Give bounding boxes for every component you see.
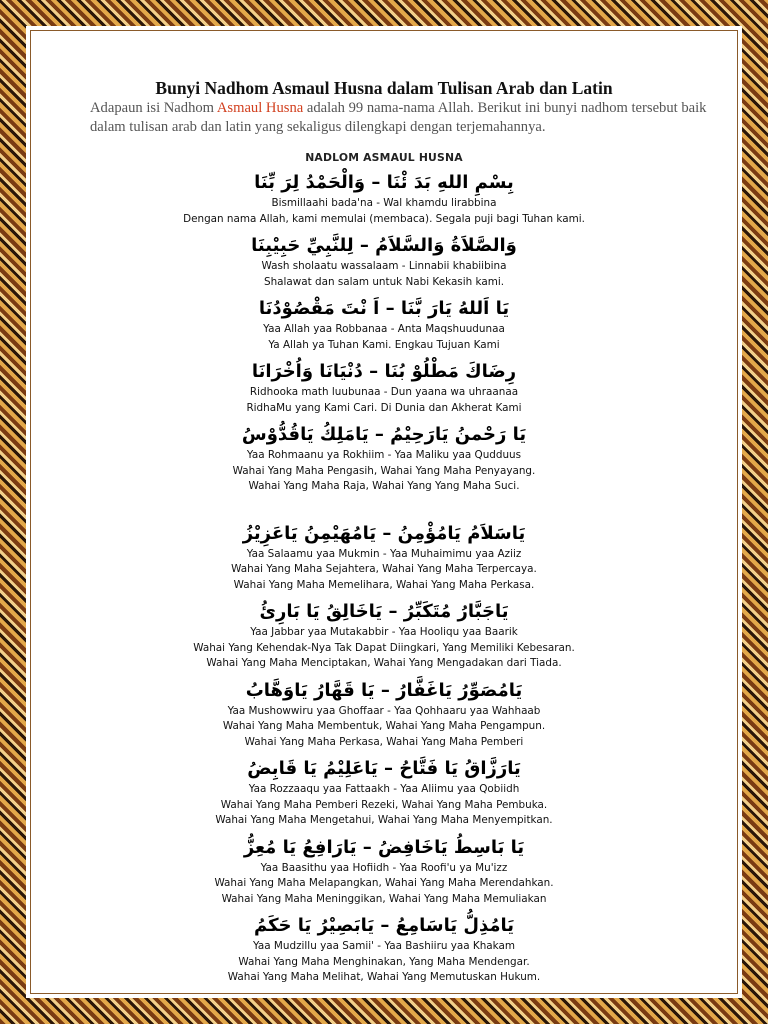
verse-10 — [40, 835, 728, 908]
verse-translation-2: Wahai Yang Maha Melihat, Wahai Yang Memutuskan Hukum. — [227, 971, 541, 983]
verse-translation-2: Wahai Yang Maha Raja, Wahai Yang Yang Maha Suci. — [248, 480, 520, 492]
verse-arabic: يَامُذِلُّ يَاسَامِعُ – يَابَصِيْرُ يَا حَكَمُ — [253, 915, 515, 936]
verse-translation-2: Wahai Yang Maha Menciptakan, Wahai Yang Mengadakan dari Tiada. — [206, 657, 562, 669]
verse-translation-2: Wahai Yang Maha Mengetahui, Wahai Yang Maha Menyempitkan. — [215, 814, 553, 826]
verse-arabic: يَا رَحْمنُ يَارَحِيْمُ – يَامَلِكُ يَاقُدُّوْسُ — [241, 424, 527, 445]
verse-translation: Dengan nama Allah, kami memulai (membaca). Segala puji bagi Tuhan kami. — [183, 212, 585, 225]
verse-translation: Wahai Yang Maha Pemberi Rezeki, Wahai Yang Maha Pembuka. — [220, 798, 548, 811]
asmaul-husna-link[interactable]: Asmaul Husna — [216, 100, 304, 116]
verse-4 — [40, 359, 728, 416]
verse-translation-2: Wahai Yang Maha Perkasa, Wahai Yang Maha Pemberi — [244, 735, 524, 748]
verse-translation: Wahai Yang Maha Membentuk, Wahai Yang Maha Pengampun. — [222, 720, 546, 732]
verse-6 — [40, 521, 728, 594]
verse-latin: Yaa Baasithu yaa Hofiidh - Yaa Roofi'u ya Mu'izz — [260, 861, 508, 874]
verse-translation: Wahai Yang Maha Sejahtera, Wahai Yang Maha Terpercaya. — [231, 563, 537, 575]
verse-latin: Yaa Allah yaa Robbanaa - Anta Maqshuudunaa — [263, 323, 505, 335]
verse-arabic: يَاسَلاَمُ يَامُؤْمِنُ – يَامُهَيْمِنُ يَاعَزِيْزُ — [242, 522, 526, 544]
verse-arabic: يَارَزَّاقُ يَا فَتَّاحُ – يَاعَلِيْمُ يَا قَابِضُ — [247, 758, 521, 779]
verse-arabic: يَا اَللهُ يَارَ بَّنَا – اَ نْتَ مَقْصُوْدُنَا — [258, 298, 510, 319]
verse-translation-2: Wahai Yang Maha Memelihara, Wahai Yang Maha Perkasa. — [233, 578, 535, 591]
intro-paragraph — [40, 99, 728, 137]
verse-translation: Shalawat dan salam untuk Nabi Kekasih kami. — [263, 275, 505, 288]
verse-2 — [40, 233, 728, 290]
page-title: Bunyi Nadhom Asmaul Husna dalam Tulisan Arab dan Latin — [155, 78, 613, 98]
verse-arabic: يَا بَاسِطُ يَاخَافِضُ – يَارَافِعُ يَا مُعِزُّ — [243, 836, 525, 858]
intro-text-end: adalah 99 nama-nama Allah. Berikut ini bunyi nadhom tersebut baik dalam tulisan arab dan latin yang sekaligus dilengkapi dengan terjemahannya. — [90, 100, 707, 135]
verse-translation: Ya Allah ya Tuhan Kami. Engkau Tujuan Kami — [268, 338, 500, 351]
verse-translation: Wahai Yang Maha Melapangkan, Wahai Yang Maha Merendahkan. — [214, 877, 554, 889]
verse-arabic: بِسْمِ اللهِ بَدَ ئْنَا – وَالْحَمْدُ لِرَ بِّنَا — [254, 172, 514, 193]
document-body — [40, 76, 728, 983]
verse-5 — [40, 422, 728, 495]
verse-latin: Yaa Mudzillu yaa Samii' - Yaa Bashiiru yaa Khakam — [252, 940, 516, 952]
verse-translation: Wahai Yang Maha Pengasih, Wahai Yang Maha Penyayang. — [232, 464, 536, 477]
verse-7 — [40, 599, 728, 672]
verse-latin: Yaa Rozzaaqu yaa Fattaakh - Yaa Aliimu yaa Qobiidh — [248, 783, 520, 795]
verse-latin: Yaa Mushowwiru yaa Ghoffaar - Yaa Qohhaaru yaa Wahhaab — [227, 704, 541, 717]
verse-3 — [40, 296, 728, 353]
nadhom-subheading: NADLOM ASMAUL HUSNA — [305, 151, 463, 164]
verse-translation: Wahai Yang Kehendak-Nya Tak Dapat Diingkari, Yang Memiliki Kebesaran. — [193, 641, 575, 654]
verse-latin: Yaa Rohmaanu ya Rokhiim - Yaa Maliku yaa Qudduus — [246, 449, 522, 461]
verse-1 — [40, 170, 728, 227]
verse-translation: Wahai Yang Maha Menghinakan, Yang Maha Mendengar. — [238, 955, 530, 968]
verse-translation: RidhaMu yang Kami Cari. Di Dunia dan Akherat Kami — [246, 401, 522, 414]
verse-latin: Yaa Salaamu yaa Mukmin - Yaa Muhaimimu yaa Aziiz — [246, 547, 522, 560]
verse-arabic: يَاجَبَّارُ مُتَكَبِّرُ – يَاخَالِقُ يَا بَارِئُ — [259, 601, 509, 622]
verse-latin: Bismillaahi bada'na - Wal khamdu lirabbina — [271, 197, 497, 209]
verse-arabic: وَالصَّلاَةُ وَالسَّلاَمُ – لِلنَّبِيِّ حَبِيْبِنَا — [251, 235, 517, 256]
verse-9 — [40, 756, 728, 829]
verse-latin: Ridhooka math luubunaa - Dun yaana wa uhraanaa — [249, 386, 519, 398]
verse-arabic: يَامُصَوِّرُ يَاغَفَّارُ – يَا قَهَّارُ يَاوَهَّابُ — [245, 679, 523, 701]
intro-text-start: Adapaun isi Nadhom — [90, 100, 217, 116]
verse-latin: Yaa Jabbar yaa Mutakabbir - Yaa Hooliqu yaa Baarik — [250, 626, 518, 638]
verse-8 — [40, 678, 728, 751]
verse-latin: Wash sholaatu wassalaam - Linnabii khabiibina — [261, 260, 507, 272]
verse-11 — [40, 913, 728, 986]
verse-translation-2: Wahai Yang Maha Meninggikan, Wahai Yang Maha Memuliakan — [221, 892, 547, 905]
verse-arabic: رِضَاكَ مَطْلُوْ بُنَا – دُنْيَانَا وَاُخْرَانَا — [251, 361, 517, 382]
